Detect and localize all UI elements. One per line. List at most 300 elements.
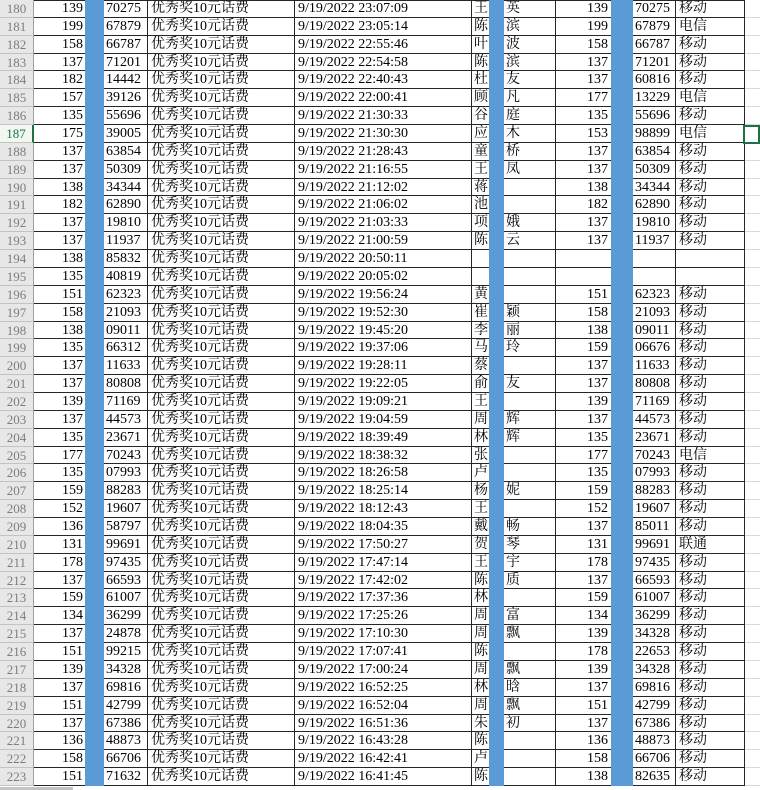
- phone2-last5-cell[interactable]: 09011: [633, 322, 676, 340]
- winner-givenname-cell[interactable]: 凡: [504, 89, 556, 107]
- award-time-cell[interactable]: 9/19/2022 19:28:11: [295, 357, 472, 375]
- phone2-last5-cell[interactable]: 50309: [633, 161, 676, 179]
- phone1-prefix-cell[interactable]: 177: [34, 447, 104, 465]
- carrier-cell[interactable]: 移动: [676, 0, 745, 18]
- phone2-prefix-cell[interactable]: 139: [556, 661, 633, 679]
- winner-surname-cell[interactable]: 崔: [472, 304, 504, 322]
- winner-surname-cell[interactable]: 陈: [472, 768, 504, 786]
- phone2-prefix-cell[interactable]: 151: [556, 286, 633, 304]
- prize-name-cell[interactable]: 优秀奖10元话费: [148, 500, 295, 518]
- row-header[interactable]: 212: [0, 572, 34, 590]
- empty-cell[interactable]: [745, 750, 760, 768]
- phone1-last5-cell[interactable]: 58797: [104, 518, 148, 536]
- prize-name-cell[interactable]: 优秀奖10元话费: [148, 607, 295, 625]
- phone2-last5-cell[interactable]: 98899: [633, 125, 676, 143]
- phone1-prefix-cell[interactable]: 151: [34, 643, 104, 661]
- row-header[interactable]: 197: [0, 304, 34, 322]
- carrier-cell[interactable]: 移动: [676, 518, 745, 536]
- phone1-prefix-cell[interactable]: 136: [34, 732, 104, 750]
- award-time-cell[interactable]: 9/19/2022 21:03:33: [295, 214, 472, 232]
- row-header[interactable]: 214: [0, 607, 34, 625]
- carrier-cell[interactable]: 移动: [676, 304, 745, 322]
- prize-name-cell[interactable]: 优秀奖10元话费: [148, 357, 295, 375]
- phone2-last5-cell[interactable]: 55696: [633, 107, 676, 125]
- phone2-prefix-cell[interactable]: 178: [556, 554, 633, 572]
- phone1-last5-cell[interactable]: 34328: [104, 661, 148, 679]
- phone2-prefix-cell[interactable]: 178: [556, 643, 633, 661]
- prize-name-cell[interactable]: 优秀奖10元话费: [148, 589, 295, 607]
- phone2-last5-cell[interactable]: 34344: [633, 179, 676, 197]
- phone2-prefix-cell[interactable]: 137: [556, 54, 633, 72]
- prize-name-cell[interactable]: 优秀奖10元话费: [148, 715, 295, 733]
- empty-cell[interactable]: [745, 518, 760, 536]
- carrier-cell[interactable]: 移动: [676, 143, 745, 161]
- row-header[interactable]: 219: [0, 697, 34, 715]
- phone1-prefix-cell[interactable]: 138: [34, 179, 104, 197]
- empty-cell[interactable]: [745, 589, 760, 607]
- carrier-cell[interactable]: 移动: [676, 36, 745, 54]
- row-header[interactable]: 198: [0, 322, 34, 340]
- prize-name-cell[interactable]: 优秀奖10元话费: [148, 536, 295, 554]
- prize-name-cell[interactable]: 优秀奖10元话费: [148, 161, 295, 179]
- phone2-prefix-cell[interactable]: 134: [556, 607, 633, 625]
- phone2-last5-cell[interactable]: 67879: [633, 18, 676, 36]
- phone1-prefix-cell[interactable]: 175: [34, 125, 104, 143]
- empty-cell[interactable]: [745, 322, 760, 340]
- empty-cell[interactable]: [745, 18, 760, 36]
- prize-name-cell[interactable]: 优秀奖10元话费: [148, 107, 295, 125]
- winner-givenname-cell[interactable]: 宇: [504, 554, 556, 572]
- carrier-cell[interactable]: 移动: [676, 643, 745, 661]
- phone2-prefix-cell[interactable]: 137: [556, 71, 633, 89]
- carrier-cell[interactable]: 移动: [676, 482, 745, 500]
- phone1-last5-cell[interactable]: 66593: [104, 572, 148, 590]
- prize-name-cell[interactable]: 优秀奖10元话费: [148, 250, 295, 268]
- phone1-last5-cell[interactable]: 80808: [104, 375, 148, 393]
- phone2-prefix-cell[interactable]: 151: [556, 697, 633, 715]
- award-time-cell[interactable]: 9/19/2022 21:30:30: [295, 125, 472, 143]
- winner-givenname-cell[interactable]: [504, 357, 556, 375]
- phone1-prefix-cell[interactable]: 151: [34, 768, 104, 786]
- winner-surname-cell[interactable]: 谷: [472, 107, 504, 125]
- carrier-cell[interactable]: 移动: [676, 375, 745, 393]
- award-time-cell[interactable]: 9/19/2022 22:55:46: [295, 36, 472, 54]
- winner-givenname-cell[interactable]: [504, 179, 556, 197]
- empty-cell[interactable]: [745, 554, 760, 572]
- phone2-prefix-cell[interactable]: 137: [556, 411, 633, 429]
- award-time-cell[interactable]: 9/19/2022 23:05:14: [295, 18, 472, 36]
- phone1-prefix-cell[interactable]: 139: [34, 0, 104, 18]
- phone2-prefix-cell[interactable]: 159: [556, 339, 633, 357]
- prize-name-cell[interactable]: 优秀奖10元话费: [148, 411, 295, 429]
- phone2-last5-cell[interactable]: 11633: [633, 357, 676, 375]
- prize-name-cell[interactable]: 优秀奖10元话费: [148, 18, 295, 36]
- winner-surname-cell[interactable]: 项: [472, 214, 504, 232]
- phone1-prefix-cell[interactable]: 137: [34, 214, 104, 232]
- winner-surname-cell[interactable]: 叶: [472, 36, 504, 54]
- phone1-last5-cell[interactable]: 23671: [104, 429, 148, 447]
- carrier-cell[interactable]: 移动: [676, 732, 745, 750]
- winner-surname-cell[interactable]: 周: [472, 411, 504, 429]
- empty-cell[interactable]: [745, 0, 760, 18]
- phone2-last5-cell[interactable]: 22653: [633, 643, 676, 661]
- award-time-cell[interactable]: 9/19/2022 22:40:43: [295, 71, 472, 89]
- prize-name-cell[interactable]: 优秀奖10元话费: [148, 518, 295, 536]
- award-time-cell[interactable]: 9/19/2022 21:06:02: [295, 196, 472, 214]
- phone1-last5-cell[interactable]: 70275: [104, 0, 148, 18]
- phone1-prefix-cell[interactable]: 151: [34, 697, 104, 715]
- winner-givenname-cell[interactable]: 桥: [504, 143, 556, 161]
- prize-name-cell[interactable]: 优秀奖10元话费: [148, 643, 295, 661]
- winner-surname-cell[interactable]: 李: [472, 322, 504, 340]
- phone2-prefix-cell[interactable]: 135: [556, 429, 633, 447]
- phone1-prefix-cell[interactable]: 137: [34, 357, 104, 375]
- empty-cell[interactable]: [745, 214, 760, 232]
- winner-surname-cell[interactable]: 王: [472, 161, 504, 179]
- phone2-last5-cell[interactable]: 62323: [633, 286, 676, 304]
- carrier-cell[interactable]: [676, 268, 745, 286]
- winner-surname-cell[interactable]: 王: [472, 393, 504, 411]
- row-header[interactable]: 213: [0, 589, 34, 607]
- winner-givenname-cell[interactable]: 辉: [504, 429, 556, 447]
- empty-cell[interactable]: [745, 71, 760, 89]
- row-header[interactable]: 223: [0, 768, 34, 786]
- phone1-last5-cell[interactable]: 24878: [104, 625, 148, 643]
- phone2-prefix-cell[interactable]: 131: [556, 536, 633, 554]
- row-header[interactable]: 221: [0, 732, 34, 750]
- prize-name-cell[interactable]: 优秀奖10元话费: [148, 286, 295, 304]
- phone1-last5-cell[interactable]: 14442: [104, 71, 148, 89]
- phone1-last5-cell[interactable]: 63854: [104, 143, 148, 161]
- carrier-cell[interactable]: 移动: [676, 214, 745, 232]
- award-time-cell[interactable]: 9/19/2022 16:43:28: [295, 732, 472, 750]
- phone2-last5-cell[interactable]: [633, 250, 676, 268]
- award-time-cell[interactable]: 9/19/2022 18:12:43: [295, 500, 472, 518]
- phone1-last5-cell[interactable]: 09011: [104, 322, 148, 340]
- prize-name-cell[interactable]: 优秀奖10元话费: [148, 697, 295, 715]
- phone2-last5-cell[interactable]: 48873: [633, 732, 676, 750]
- prize-name-cell[interactable]: 优秀奖10元话费: [148, 393, 295, 411]
- winner-givenname-cell[interactable]: 滨: [504, 54, 556, 72]
- row-header[interactable]: 184: [0, 71, 34, 89]
- phone1-last5-cell[interactable]: 66787: [104, 36, 148, 54]
- phone2-last5-cell[interactable]: 66593: [633, 572, 676, 590]
- winner-surname-cell[interactable]: 张: [472, 447, 504, 465]
- winner-givenname-cell[interactable]: 凤: [504, 161, 556, 179]
- row-header[interactable]: 185: [0, 89, 34, 107]
- carrier-cell[interactable]: 移动: [676, 607, 745, 625]
- phone2-prefix-cell[interactable]: 158: [556, 750, 633, 768]
- carrier-cell[interactable]: 移动: [676, 357, 745, 375]
- phone1-prefix-cell[interactable]: 136: [34, 518, 104, 536]
- phone1-last5-cell[interactable]: 99215: [104, 643, 148, 661]
- phone2-last5-cell[interactable]: 66706: [633, 750, 676, 768]
- winner-givenname-cell[interactable]: 辉: [504, 411, 556, 429]
- winner-surname-cell[interactable]: 陈: [472, 732, 504, 750]
- winner-surname-cell[interactable]: 林: [472, 679, 504, 697]
- phone1-prefix-cell[interactable]: 139: [34, 393, 104, 411]
- award-time-cell[interactable]: 9/19/2022 21:12:02: [295, 179, 472, 197]
- phone2-prefix-cell[interactable]: 139: [556, 625, 633, 643]
- award-time-cell[interactable]: 9/19/2022 16:52:25: [295, 679, 472, 697]
- phone2-last5-cell[interactable]: 80808: [633, 375, 676, 393]
- phone2-prefix-cell[interactable]: 182: [556, 196, 633, 214]
- carrier-cell[interactable]: 电信: [676, 18, 745, 36]
- phone1-last5-cell[interactable]: 19607: [104, 500, 148, 518]
- carrier-cell[interactable]: [676, 250, 745, 268]
- prize-name-cell[interactable]: 优秀奖10元话费: [148, 196, 295, 214]
- winner-surname-cell[interactable]: 俞: [472, 375, 504, 393]
- empty-cell[interactable]: [745, 464, 760, 482]
- row-header[interactable]: 216: [0, 643, 34, 661]
- phone2-last5-cell[interactable]: 82635: [633, 768, 676, 786]
- phone2-prefix-cell[interactable]: 152: [556, 500, 633, 518]
- empty-cell[interactable]: [745, 536, 760, 554]
- prize-name-cell[interactable]: 优秀奖10元话费: [148, 482, 295, 500]
- phone1-last5-cell[interactable]: 40819: [104, 268, 148, 286]
- phone2-last5-cell[interactable]: 63854: [633, 143, 676, 161]
- carrier-cell[interactable]: 移动: [676, 697, 745, 715]
- award-time-cell[interactable]: 9/19/2022 17:10:30: [295, 625, 472, 643]
- carrier-cell[interactable]: 移动: [676, 589, 745, 607]
- phone2-last5-cell[interactable]: 11937: [633, 232, 676, 250]
- award-time-cell[interactable]: 9/19/2022 17:00:24: [295, 661, 472, 679]
- winner-givenname-cell[interactable]: 初: [504, 715, 556, 733]
- row-header[interactable]: 194: [0, 250, 34, 268]
- row-header[interactable]: 218: [0, 679, 34, 697]
- empty-cell[interactable]: [745, 304, 760, 322]
- phone1-last5-cell[interactable]: 97435: [104, 554, 148, 572]
- empty-cell[interactable]: [745, 375, 760, 393]
- award-time-cell[interactable]: 9/19/2022 19:45:20: [295, 322, 472, 340]
- phone1-last5-cell[interactable]: 42799: [104, 697, 148, 715]
- phone1-prefix-cell[interactable]: 138: [34, 322, 104, 340]
- winner-givenname-cell[interactable]: [504, 500, 556, 518]
- winner-surname-cell[interactable]: 周: [472, 625, 504, 643]
- phone1-last5-cell[interactable]: 66706: [104, 750, 148, 768]
- phone2-last5-cell[interactable]: 42799: [633, 697, 676, 715]
- phone2-last5-cell[interactable]: 13229: [633, 89, 676, 107]
- phone1-last5-cell[interactable]: 67386: [104, 715, 148, 733]
- phone1-prefix-cell[interactable]: 137: [34, 143, 104, 161]
- carrier-cell[interactable]: 联通: [676, 536, 745, 554]
- carrier-cell[interactable]: 移动: [676, 107, 745, 125]
- winner-givenname-cell[interactable]: 畅: [504, 518, 556, 536]
- phone1-last5-cell[interactable]: 50309: [104, 161, 148, 179]
- phone2-prefix-cell[interactable]: 138: [556, 322, 633, 340]
- winner-surname-cell[interactable]: 蔡: [472, 357, 504, 375]
- winner-surname-cell[interactable]: 周: [472, 661, 504, 679]
- phone1-last5-cell[interactable]: 69816: [104, 679, 148, 697]
- carrier-cell[interactable]: 移动: [676, 715, 745, 733]
- winner-surname-cell[interactable]: 马: [472, 339, 504, 357]
- row-header[interactable]: 220: [0, 715, 34, 733]
- row-header[interactable]: 205: [0, 447, 34, 465]
- empty-cell[interactable]: [745, 715, 760, 733]
- phone1-prefix-cell[interactable]: 182: [34, 196, 104, 214]
- winner-givenname-cell[interactable]: 飘: [504, 661, 556, 679]
- winner-givenname-cell[interactable]: 飘: [504, 697, 556, 715]
- winner-givenname-cell[interactable]: [504, 768, 556, 786]
- empty-cell[interactable]: [745, 339, 760, 357]
- winner-givenname-cell[interactable]: [504, 464, 556, 482]
- carrier-cell[interactable]: 电信: [676, 89, 745, 107]
- phone1-prefix-cell[interactable]: 139: [34, 661, 104, 679]
- row-header[interactable]: 208: [0, 500, 34, 518]
- row-header[interactable]: 211: [0, 554, 34, 572]
- row-header[interactable]: 190: [0, 179, 34, 197]
- award-time-cell[interactable]: 9/19/2022 16:51:36: [295, 715, 472, 733]
- winner-surname-cell[interactable]: 王: [472, 500, 504, 518]
- empty-cell[interactable]: [745, 411, 760, 429]
- winner-surname-cell[interactable]: 卢: [472, 464, 504, 482]
- phone1-last5-cell[interactable]: 07993: [104, 464, 148, 482]
- row-header[interactable]: 193: [0, 232, 34, 250]
- empty-cell[interactable]: [745, 196, 760, 214]
- winner-surname-cell[interactable]: 蒋: [472, 179, 504, 197]
- phone1-last5-cell[interactable]: 61007: [104, 589, 148, 607]
- prize-name-cell[interactable]: 优秀奖10元话费: [148, 661, 295, 679]
- phone2-last5-cell[interactable]: 70243: [633, 447, 676, 465]
- prize-name-cell[interactable]: 优秀奖10元话费: [148, 447, 295, 465]
- phone2-prefix-cell[interactable]: 158: [556, 36, 633, 54]
- winner-givenname-cell[interactable]: 友: [504, 71, 556, 89]
- phone2-prefix-cell[interactable]: 199: [556, 18, 633, 36]
- winner-givenname-cell[interactable]: [504, 286, 556, 304]
- award-time-cell[interactable]: 9/19/2022 22:54:58: [295, 54, 472, 72]
- carrier-cell[interactable]: 移动: [676, 464, 745, 482]
- phone2-prefix-cell[interactable]: 137: [556, 143, 633, 161]
- phone1-prefix-cell[interactable]: 131: [34, 536, 104, 554]
- phone1-prefix-cell[interactable]: 178: [34, 554, 104, 572]
- phone1-last5-cell[interactable]: 11633: [104, 357, 148, 375]
- row-header[interactable]: 203: [0, 411, 34, 429]
- phone2-last5-cell[interactable]: 34328: [633, 625, 676, 643]
- carrier-cell[interactable]: 移动: [676, 196, 745, 214]
- carrier-cell[interactable]: 移动: [676, 679, 745, 697]
- phone1-last5-cell[interactable]: 70243: [104, 447, 148, 465]
- empty-cell[interactable]: [745, 643, 760, 661]
- phone2-prefix-cell[interactable]: 139: [556, 393, 633, 411]
- winner-surname-cell[interactable]: 黄: [472, 286, 504, 304]
- phone1-last5-cell[interactable]: 21093: [104, 304, 148, 322]
- phone1-prefix-cell[interactable]: 137: [34, 411, 104, 429]
- winner-givenname-cell[interactable]: [504, 643, 556, 661]
- phone2-prefix-cell[interactable]: 137: [556, 679, 633, 697]
- prize-name-cell[interactable]: 优秀奖10元话费: [148, 679, 295, 697]
- carrier-cell[interactable]: 移动: [676, 322, 745, 340]
- row-header[interactable]: 181: [0, 18, 34, 36]
- phone2-prefix-cell[interactable]: 159: [556, 589, 633, 607]
- winner-surname-cell[interactable]: 童: [472, 143, 504, 161]
- phone1-prefix-cell[interactable]: 137: [34, 679, 104, 697]
- phone2-prefix-cell[interactable]: 177: [556, 89, 633, 107]
- winner-givenname-cell[interactable]: 琴: [504, 536, 556, 554]
- phone1-prefix-cell[interactable]: 137: [34, 54, 104, 72]
- winner-surname-cell[interactable]: 卢: [472, 750, 504, 768]
- phone1-last5-cell[interactable]: 85832: [104, 250, 148, 268]
- award-time-cell[interactable]: 9/19/2022 21:16:55: [295, 161, 472, 179]
- row-header[interactable]: 201: [0, 375, 34, 393]
- row-header[interactable]: 192: [0, 214, 34, 232]
- winner-surname-cell[interactable]: 陈: [472, 232, 504, 250]
- phone1-last5-cell[interactable]: 71169: [104, 393, 148, 411]
- winner-givenname-cell[interactable]: [504, 196, 556, 214]
- empty-cell[interactable]: [745, 107, 760, 125]
- winner-givenname-cell[interactable]: 晗: [504, 679, 556, 697]
- phone2-last5-cell[interactable]: 69816: [633, 679, 676, 697]
- phone2-prefix-cell[interactable]: 137: [556, 161, 633, 179]
- phone2-last5-cell[interactable]: 07993: [633, 464, 676, 482]
- winner-givenname-cell[interactable]: 庭: [504, 107, 556, 125]
- phone2-last5-cell[interactable]: 67386: [633, 715, 676, 733]
- phone1-prefix-cell[interactable]: 157: [34, 89, 104, 107]
- award-time-cell[interactable]: 9/19/2022 17:37:36: [295, 589, 472, 607]
- phone2-prefix-cell[interactable]: 137: [556, 232, 633, 250]
- row-header[interactable]: 204: [0, 429, 34, 447]
- award-time-cell[interactable]: 9/19/2022 19:22:05: [295, 375, 472, 393]
- prize-name-cell[interactable]: 优秀奖10元话费: [148, 54, 295, 72]
- phone1-prefix-cell[interactable]: 182: [34, 71, 104, 89]
- carrier-cell[interactable]: 电信: [676, 125, 745, 143]
- empty-cell[interactable]: [745, 697, 760, 715]
- carrier-cell[interactable]: 移动: [676, 750, 745, 768]
- phone2-last5-cell[interactable]: 19810: [633, 214, 676, 232]
- row-header[interactable]: 215: [0, 625, 34, 643]
- prize-name-cell[interactable]: 优秀奖10元话费: [148, 125, 295, 143]
- empty-cell[interactable]: [745, 286, 760, 304]
- phone2-prefix-cell[interactable]: 177: [556, 447, 633, 465]
- winner-surname-cell[interactable]: 池: [472, 196, 504, 214]
- winner-surname-cell[interactable]: 王: [472, 554, 504, 572]
- winner-surname-cell[interactable]: 陈: [472, 643, 504, 661]
- winner-givenname-cell[interactable]: [504, 250, 556, 268]
- phone2-last5-cell[interactable]: 85011: [633, 518, 676, 536]
- phone1-last5-cell[interactable]: 71632: [104, 768, 148, 786]
- empty-cell[interactable]: [745, 36, 760, 54]
- row-header[interactable]: 180: [0, 0, 34, 18]
- row-header[interactable]: 200: [0, 357, 34, 375]
- winner-givenname-cell[interactable]: 波: [504, 36, 556, 54]
- phone2-last5-cell[interactable]: 71169: [633, 393, 676, 411]
- winner-givenname-cell[interactable]: [504, 732, 556, 750]
- prize-name-cell[interactable]: 优秀奖10元话费: [148, 572, 295, 590]
- carrier-cell[interactable]: 移动: [676, 572, 745, 590]
- winner-surname-cell[interactable]: 周: [472, 697, 504, 715]
- row-header[interactable]: 195: [0, 268, 34, 286]
- award-time-cell[interactable]: 9/19/2022 19:09:21: [295, 393, 472, 411]
- phone2-last5-cell[interactable]: 97435: [633, 554, 676, 572]
- award-time-cell[interactable]: 9/19/2022 19:56:24: [295, 286, 472, 304]
- phone1-last5-cell[interactable]: 62323: [104, 286, 148, 304]
- award-time-cell[interactable]: 9/19/2022 16:42:41: [295, 750, 472, 768]
- empty-cell[interactable]: [745, 268, 760, 286]
- phone1-prefix-cell[interactable]: 137: [34, 232, 104, 250]
- carrier-cell[interactable]: 移动: [676, 71, 745, 89]
- prize-name-cell[interactable]: 优秀奖10元话费: [148, 322, 295, 340]
- carrier-cell[interactable]: 移动: [676, 768, 745, 786]
- phone1-prefix-cell[interactable]: 135: [34, 429, 104, 447]
- prize-name-cell[interactable]: 优秀奖10元话费: [148, 214, 295, 232]
- winner-surname-cell[interactable]: 陈: [472, 54, 504, 72]
- phone1-prefix-cell[interactable]: 138: [34, 250, 104, 268]
- phone2-last5-cell[interactable]: 66787: [633, 36, 676, 54]
- phone1-prefix-cell[interactable]: 135: [34, 339, 104, 357]
- award-time-cell[interactable]: 9/19/2022 18:39:49: [295, 429, 472, 447]
- phone1-prefix-cell[interactable]: 137: [34, 375, 104, 393]
- carrier-cell[interactable]: 移动: [676, 161, 745, 179]
- phone1-prefix-cell[interactable]: 152: [34, 500, 104, 518]
